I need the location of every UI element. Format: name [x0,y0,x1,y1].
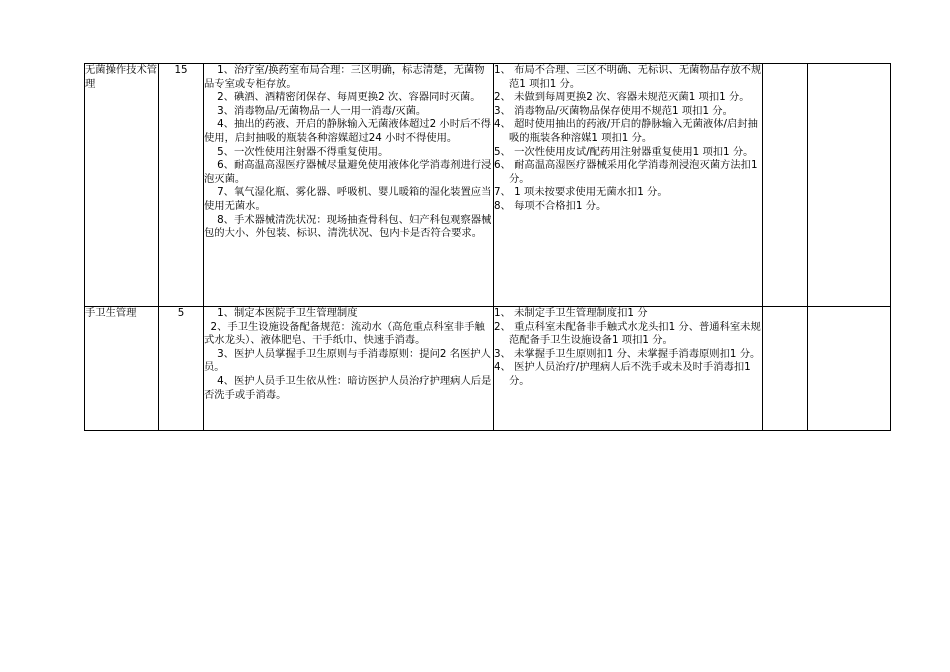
deduction-line: 2、 重点科室未配备非手触式水龙头扣1 分、普通科室未规范配备手卫生设施设备1 项扣1 分。 [494,320,761,347]
item-name-cell: 无菌操作技术管理 [85,64,159,307]
deduction-line: 4、 超时使用抽出的药液/开启的静脉输入无菌液体/启封抽吸的瓶装各种溶媒1 项扣1 分。 [494,118,758,144]
deduction-line: 5、 一次性使用皮试/配药用注射器重复使用1 项扣1 分。 [494,145,754,158]
standard-cell [204,64,494,307]
standard-line: 6、耐高温高湿医疗器械尽量避免使用液体化学消毒剂进行浸泡灭菌。 [204,159,492,185]
standard-line: 2、手卫生设施设备配备规范：流动水（高危重点科室非手触式水龙头）、液体肥皂、干手纸巾、快速手消毒。 [204,320,485,347]
standard-line: 2、碘酒、酒精密闭保存、每周更换2 次、容器同时灭菌。 [204,91,481,104]
standard-line: 1、制定本医院手卫生管理制度 [204,307,358,319]
deduction-line: 3、 未掌握手卫生原则扣1 分、未掌握手消毒原则扣1 分。 [494,347,761,360]
deduction-line: 1、 未制定手卫生管理制度扣1 分 [494,307,648,319]
deduction-line: 7、 1 项未按要求使用无菌水扣1 分。 [494,186,668,199]
deduction-cell [494,64,763,307]
standard-line: 1、治疗室/换药室布局合理：三区明确，标志清楚，无菌物品专室或专柜存放。 [204,64,485,90]
deduction-line: 6、 耐高温高湿医疗器械采用化学消毒剂浸泡灭菌方法扣1 分。 [494,159,758,185]
standard-line: 8、手术器械清洗状况：现场抽查骨科包、妇产科包观察器械包的大小、外包装、标识、清洗状况、包内卡是否符合要求。 [204,213,492,240]
score-cell: 15 [159,64,204,307]
deduction-cell [494,307,763,431]
deduction-line: 1、 布局不合理、三区不明确、无标识、无菌物品存放不规范1 项扣1 分。 [494,64,762,90]
deduction-line: 2、 未做到每周更换2 次、容器未规范灭菌1 项扣1 分。 [494,91,750,104]
remark-cell [808,64,891,307]
standard-line: 5、一次性使用注射器不得重复使用。 [204,145,389,158]
deduction-line: 4、 医护人员治疗/护理病人后不洗手或未及时手消毒扣1 分。 [494,361,751,387]
standard-line: 3、医护人员掌握手卫生原则与手消毒原则：提问2 名医护人员。 [204,347,491,374]
score-cell: 5 [159,307,204,431]
standard-cell [204,307,494,431]
standard-line: 3、消毒物品/无菌物品一人一用一消毒/灭菌。 [204,104,427,117]
table-body [85,64,891,431]
table-row [85,64,891,307]
actual-score-cell [763,307,808,431]
remark-cell [808,307,891,431]
standard-line: 4、医护人员手卫生依从性：暗访医护人员治疗护理病人后是否洗手或手消毒。 [204,374,492,401]
item-name-cell: 手卫生管理 [85,307,159,431]
actual-score-cell [763,64,808,307]
standard-line: 7、氧气湿化瓶、雾化器、呼吸机、婴儿暖箱的湿化装置应当使用无菌水。 [204,186,492,212]
deduction-line: 3、 消毒物品/灭菌物品保存使用不规范1 项扣1 分。 [494,104,733,117]
standard-line: 4、抽出的药液、开启的静脉输入无菌液体超过2 小时后不得使用，启封抽吸的瓶装各种溶媒超过24 小时不得使用。 [204,118,491,144]
evaluation-table [84,63,891,431]
deduction-line: 8、 每项不合格扣1 分。 [494,199,607,212]
table-row [85,307,891,431]
